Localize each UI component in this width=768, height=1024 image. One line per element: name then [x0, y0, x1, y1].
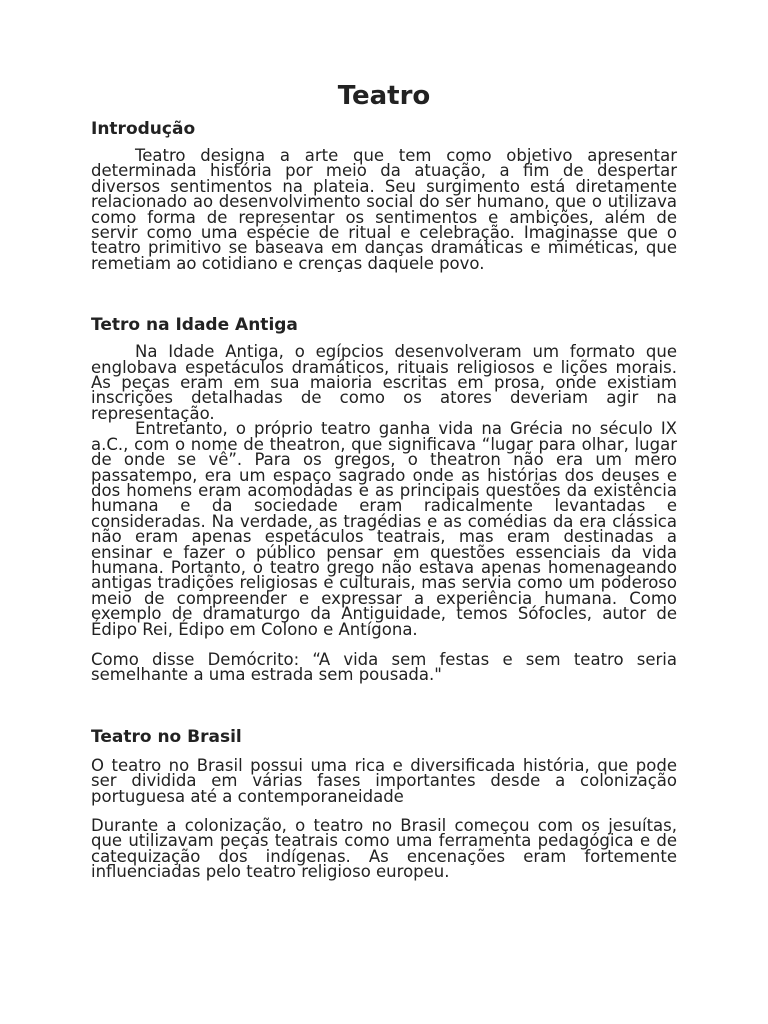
section-spacer	[91, 683, 677, 726]
document-title: Teatro	[337, 81, 431, 111]
paragraph-introducao: Teatro designa a arte que tem como objetivo apresentar determinada história por meio da atuação, a fim de despertar diversos sentimentos na plateia. Seu surgimento está diretamente relacionado ao desenvolvimento social do ser humano, que o utilizava como forma de representar os sentimentos e ambições, além de servir como uma espécie de ritual e celebração. Imaginasse que o teatro primitivo se baseava em danças dramáticas e miméticas, que remetiam ao cotidiano e crenças daquele povo.	[91, 146, 677, 273]
paragraph-idade-antiga-1: Na Idade Antiga, o egípcios desenvolveram um formato que englobava espetáculos dramáticos, rituais religiosos e lições morais. As peças eram em sua maioria escritas em prosa, onde existiam inscrições detalhadas de como os atores deveriam agir na representação.	[91, 342, 677, 423]
paragraph-brasil-1: O teatro no Brasil possui uma rica e diversificada história, que pode ser dividida em várias fases importantes desde a colonização portuguesa até a contemporaneidade	[91, 755, 677, 806]
section-spacer	[91, 271, 677, 314]
paragraph-quote-democrito: Como disse Demócrito: “A vida sem festas e sem teatro seria semelhante a uma estrada sem pousada."	[91, 649, 677, 685]
paragraph-brasil-2: Durante a colonização, o teatro no Brasil começou com os jesuítas, que utilizavam peças teatrais como uma ferramenta pedagógica e de catequização dos indígenas. As encenações eram fortemente influenciadas pelo teatro religioso europeu.	[91, 816, 677, 882]
document-page	[91, 80, 677, 880]
section-heading-idade-antiga: Tetro na Idade Antiga	[91, 315, 298, 336]
section-heading-introducao: Introdução	[91, 119, 196, 139]
section-heading-brasil: Teatro no Brasil	[91, 726, 242, 747]
paragraph-idade-antiga-2: Entretanto, o próprio teatro ganha vida na Grécia no século IX a.C., com o nome de theatron, que significava “lugar para olhar, lugar de onde se vê”. Para os gregos, o theatron não era um mero passatempo, era um espaço sagrado onde as histórias dos deuses e dos homens eram acomodadas e as principais questões da existência humana e da sociedade eram radicalmente levantadas e consideradas. Na verdade, as tragédias e as comédias da era clássica não eram apenas espetáculos teatrais, mas eram destinadas a ensinar e fazer o público pensar em questões essenciais da vida humana. Portanto, o teatro grego não estava apenas homenageando antigas tradições religiosas e culturais, mas servia como um poderoso meio de compreender e expressar a experiência humana. Como exemplo de dramaturgo da Antiguidade, temos Sófocles, autor de Édipo Rei, Édipo em Colono e Antígona.	[91, 419, 677, 639]
